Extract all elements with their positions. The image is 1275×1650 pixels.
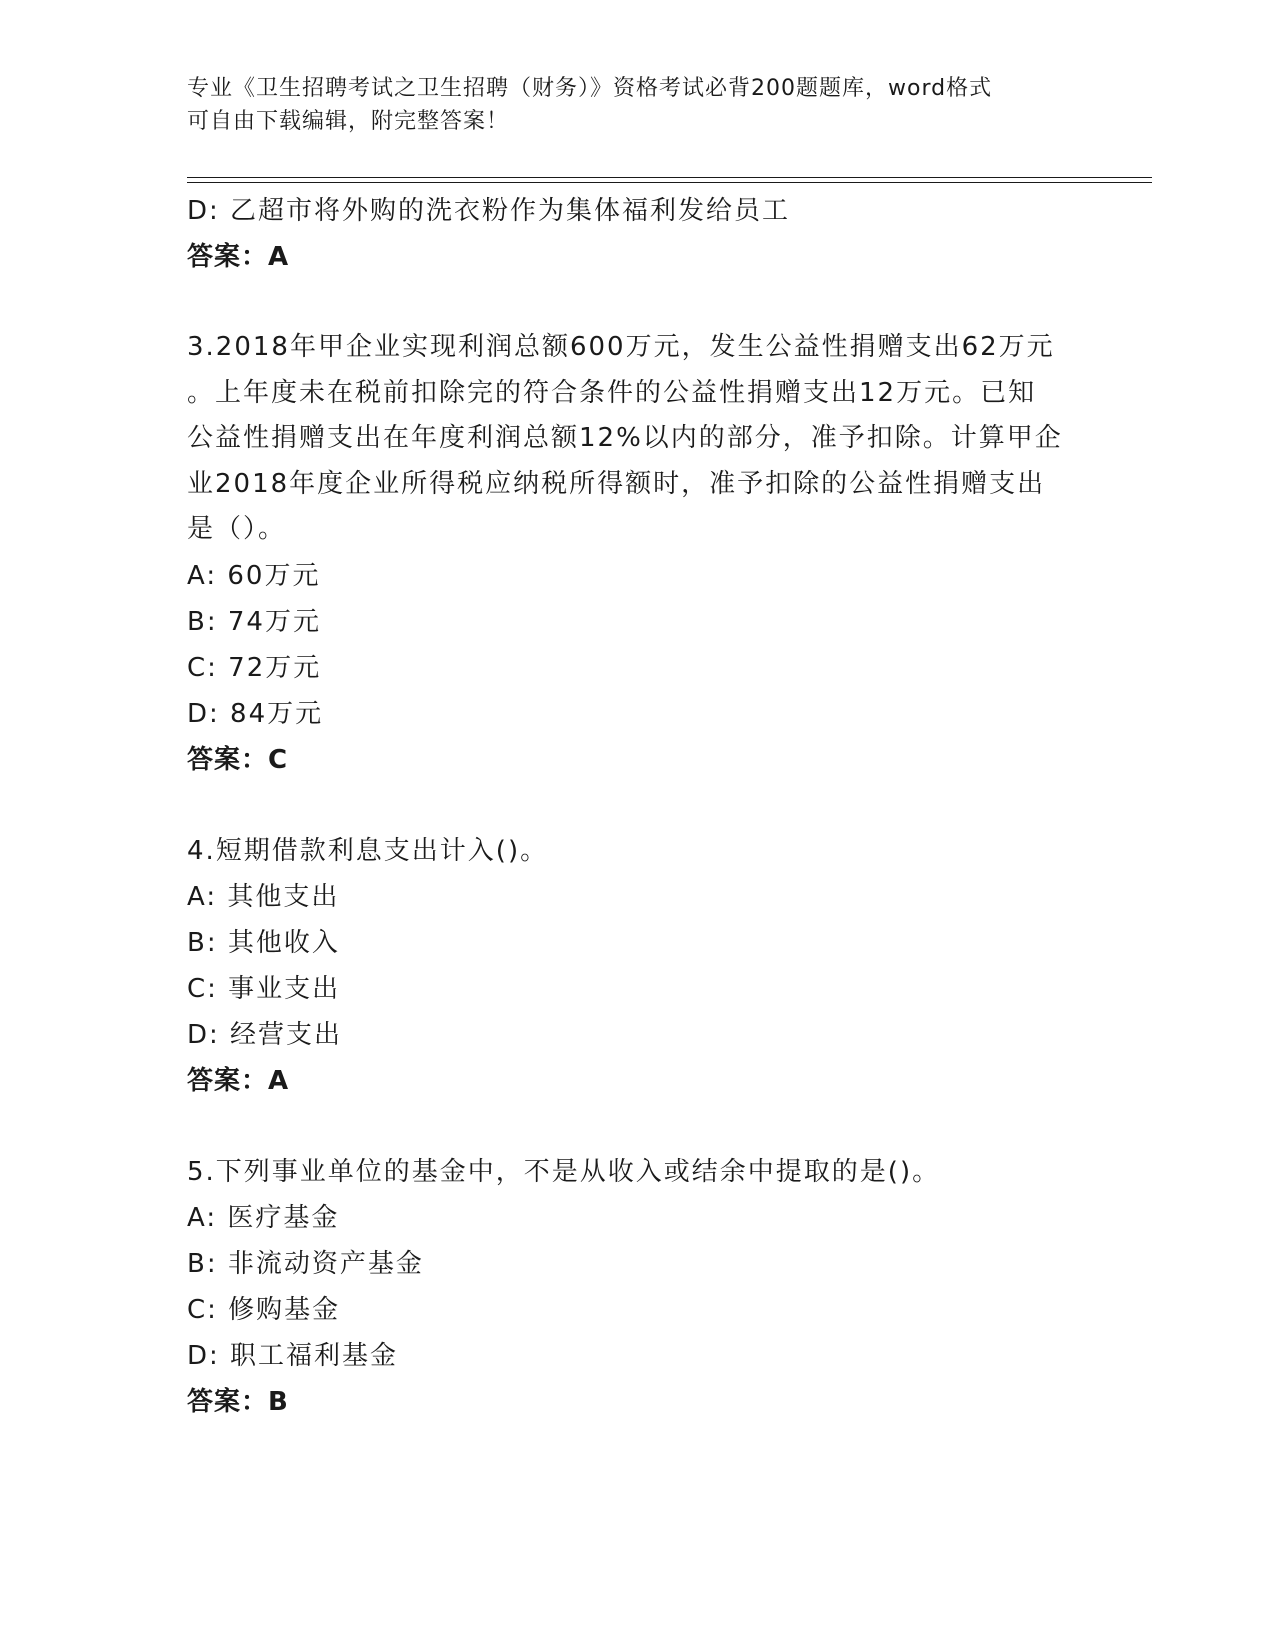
q5-option-b: B: 非流动资产基金 <box>187 1248 424 1279</box>
question-5 <box>187 1149 1087 1425</box>
q3-option-b: B: 74万元 <box>187 606 321 637</box>
q5-option-c: C: 修购基金 <box>187 1294 341 1325</box>
q5-answer: 答案：B <box>187 1386 289 1417</box>
q3-stem-line: 公益性捐赠支出在年度利润总额12%以内的部分，准予扣除。计算甲企 <box>187 423 1063 453</box>
header-line-1: 专业《卫生招聘考试之卫生招聘（财务）》资格考试必背200题题库，word格式 <box>187 76 993 101</box>
q3-option-d: D: 84万元 <box>187 698 324 729</box>
question-3 <box>187 325 1087 783</box>
q4-option-b: B: 其他收入 <box>187 927 340 958</box>
header-line-2: 可自由下载编辑，附完整答案！ <box>187 109 510 134</box>
header-divider-top <box>187 177 1152 178</box>
q4-option-c: C: 事业支出 <box>187 973 341 1004</box>
q4-answer: 答案：A <box>187 1065 290 1096</box>
q4-stem: 4.短期借款利息支出计入()。 <box>187 835 549 866</box>
q3-stem-line: 。上年度未在税前扣除完的符合条件的公益性捐赠支出12万元。已知 <box>187 377 1037 408</box>
q2-answer: 答案：A <box>187 242 290 272</box>
q3-option-a: A: 60万元 <box>187 560 321 591</box>
q3-option-c: C: 72万元 <box>187 652 322 683</box>
q3-stem-line: 是（）。 <box>187 514 287 544</box>
header-divider-bottom <box>187 182 1152 183</box>
document-body <box>187 188 1087 1425</box>
q5-stem: 5.下列事业单位的基金中，不是从收入或结余中提取的是()。 <box>187 1156 941 1187</box>
page-header <box>187 72 1067 138</box>
q5-option-a: A: 医疗基金 <box>187 1202 340 1233</box>
q4-option-a: A: 其他支出 <box>187 881 340 912</box>
question-2 <box>187 188 1087 280</box>
q3-answer: 答案：C <box>187 744 289 775</box>
q2-option-d: D: 乙超市将外购的洗衣粉作为集体福利发给员工 <box>187 196 791 226</box>
q5-option-d: D: 职工福利基金 <box>187 1340 399 1371</box>
q3-stem-line: 业2018年度企业所得税应纳税所得额时，准予扣除的公益性捐赠支出 <box>187 468 1046 499</box>
q3-stem-line: 3.2018年甲企业实现利润总额600万元，发生公益性捐赠支出62万元 <box>187 332 1055 362</box>
question-4 <box>187 828 1087 1104</box>
q4-option-d: D: 经营支出 <box>187 1019 343 1050</box>
